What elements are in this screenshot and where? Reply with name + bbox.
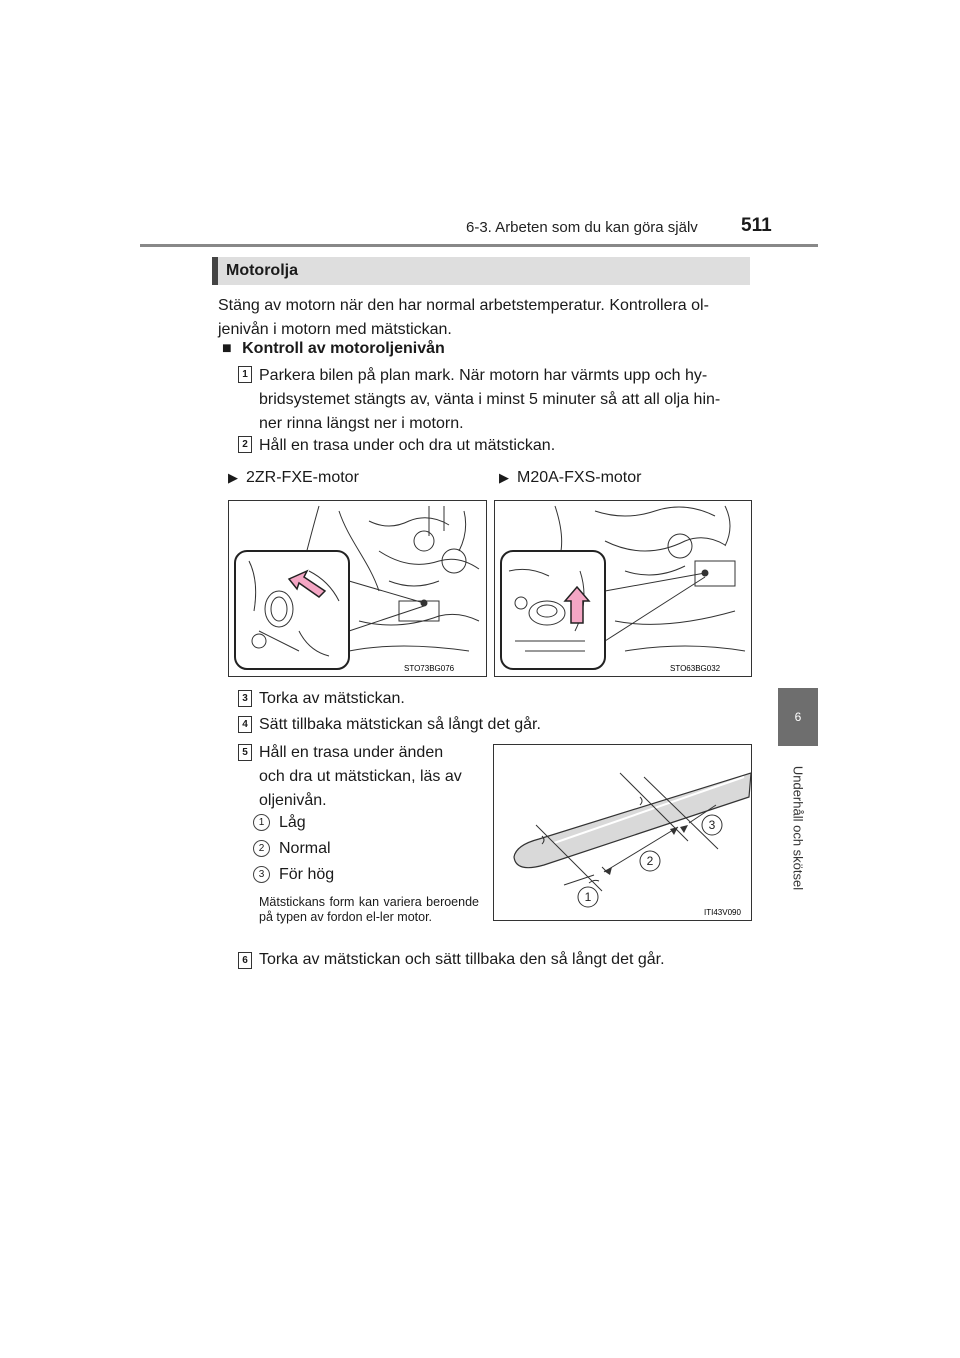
section-accent — [212, 257, 218, 285]
level-number-3: 3 — [253, 866, 270, 883]
page-number: 511 — [741, 215, 772, 236]
level-number-1: 1 — [253, 814, 270, 831]
figure-code-2: STO63BG032 — [670, 664, 721, 673]
dipstick-callout-3: 3 — [708, 818, 716, 832]
step-number-2: 2 — [238, 436, 252, 453]
engine-label-1-text: 2ZR-FXE-motor — [246, 469, 359, 486]
triangle-bullet-icon: ▶ — [228, 470, 238, 485]
dipstick-callout-1: 1 — [584, 890, 592, 904]
engine-illustration-2zr — [228, 500, 487, 677]
engine-illustration-m20a — [494, 500, 752, 677]
step-number-6: 6 — [238, 952, 252, 969]
note-text: Mätstickans form kan variera beroende på typen av fordon el-ler motor. — [259, 895, 479, 924]
subheading-marker: ■ — [222, 340, 232, 357]
section-title: Motorolja — [226, 262, 298, 279]
chapter-tab — [778, 688, 818, 746]
intro-text: Stäng av motorn när den har normal arbetstemperatur. Kontrollera ol- jenivån i motorn med mätstickan. — [218, 297, 709, 338]
step-number-5: 5 — [238, 744, 252, 761]
engine-label-2 — [499, 466, 641, 490]
chapter-number: 6 — [794, 710, 802, 724]
running-header: 6-3. Arbeten som du kan göra själv — [466, 219, 698, 236]
step-text-6: Torka av mätstickan och sätt tillbaka den så långt det går. — [259, 951, 665, 968]
subheading-text: Kontroll av motoroljenivån — [242, 340, 445, 357]
level-label-3: För hög — [279, 866, 335, 883]
engine-label-1 — [228, 466, 359, 490]
level-number-2: 2 — [253, 840, 270, 857]
triangle-bullet-icon: ▶ — [499, 470, 509, 485]
figure-code-3: ITI43V090 — [704, 908, 741, 917]
engine-drawing-2 — [495, 501, 751, 676]
step-text-2: Håll en trasa under och dra ut mätstickan. — [259, 437, 556, 454]
chapter-label — [788, 760, 808, 895]
step-text-4: Sätt tillbaka mätstickan så långt det går. — [259, 716, 541, 733]
section-title-bar — [212, 257, 750, 285]
step-text-1: Parkera bilen på plan mark. När motorn har värmts upp och hy- bridsystemet stängts av, vänta i minst 5 minuter så att all olja hin- ner rinna längst ner i motorn. — [259, 367, 721, 432]
level-label-2: Normal — [279, 840, 331, 857]
chapter-label-text: Underhåll och skötsel — [790, 765, 806, 890]
subheading — [222, 340, 445, 358]
dipstick-illustration — [493, 744, 752, 921]
header-rule — [140, 244, 818, 247]
engine-drawing-1 — [229, 501, 486, 676]
step-text-3: Torka av mätstickan. — [259, 690, 405, 707]
dipstick-drawing — [494, 745, 751, 920]
step-number-3: 3 — [238, 690, 252, 707]
step-number-4: 4 — [238, 716, 252, 733]
dipstick-callout-2: 2 — [646, 854, 654, 868]
engine-label-2-text: M20A-FXS-motor — [517, 469, 642, 486]
level-label-1: Låg — [279, 814, 306, 831]
step-number-1: 1 — [238, 366, 252, 383]
figure-code-1: STO73BG076 — [404, 664, 455, 673]
step-text-5: Håll en trasa under änden och dra ut mätstickan, läs av oljenivån. — [259, 744, 462, 809]
